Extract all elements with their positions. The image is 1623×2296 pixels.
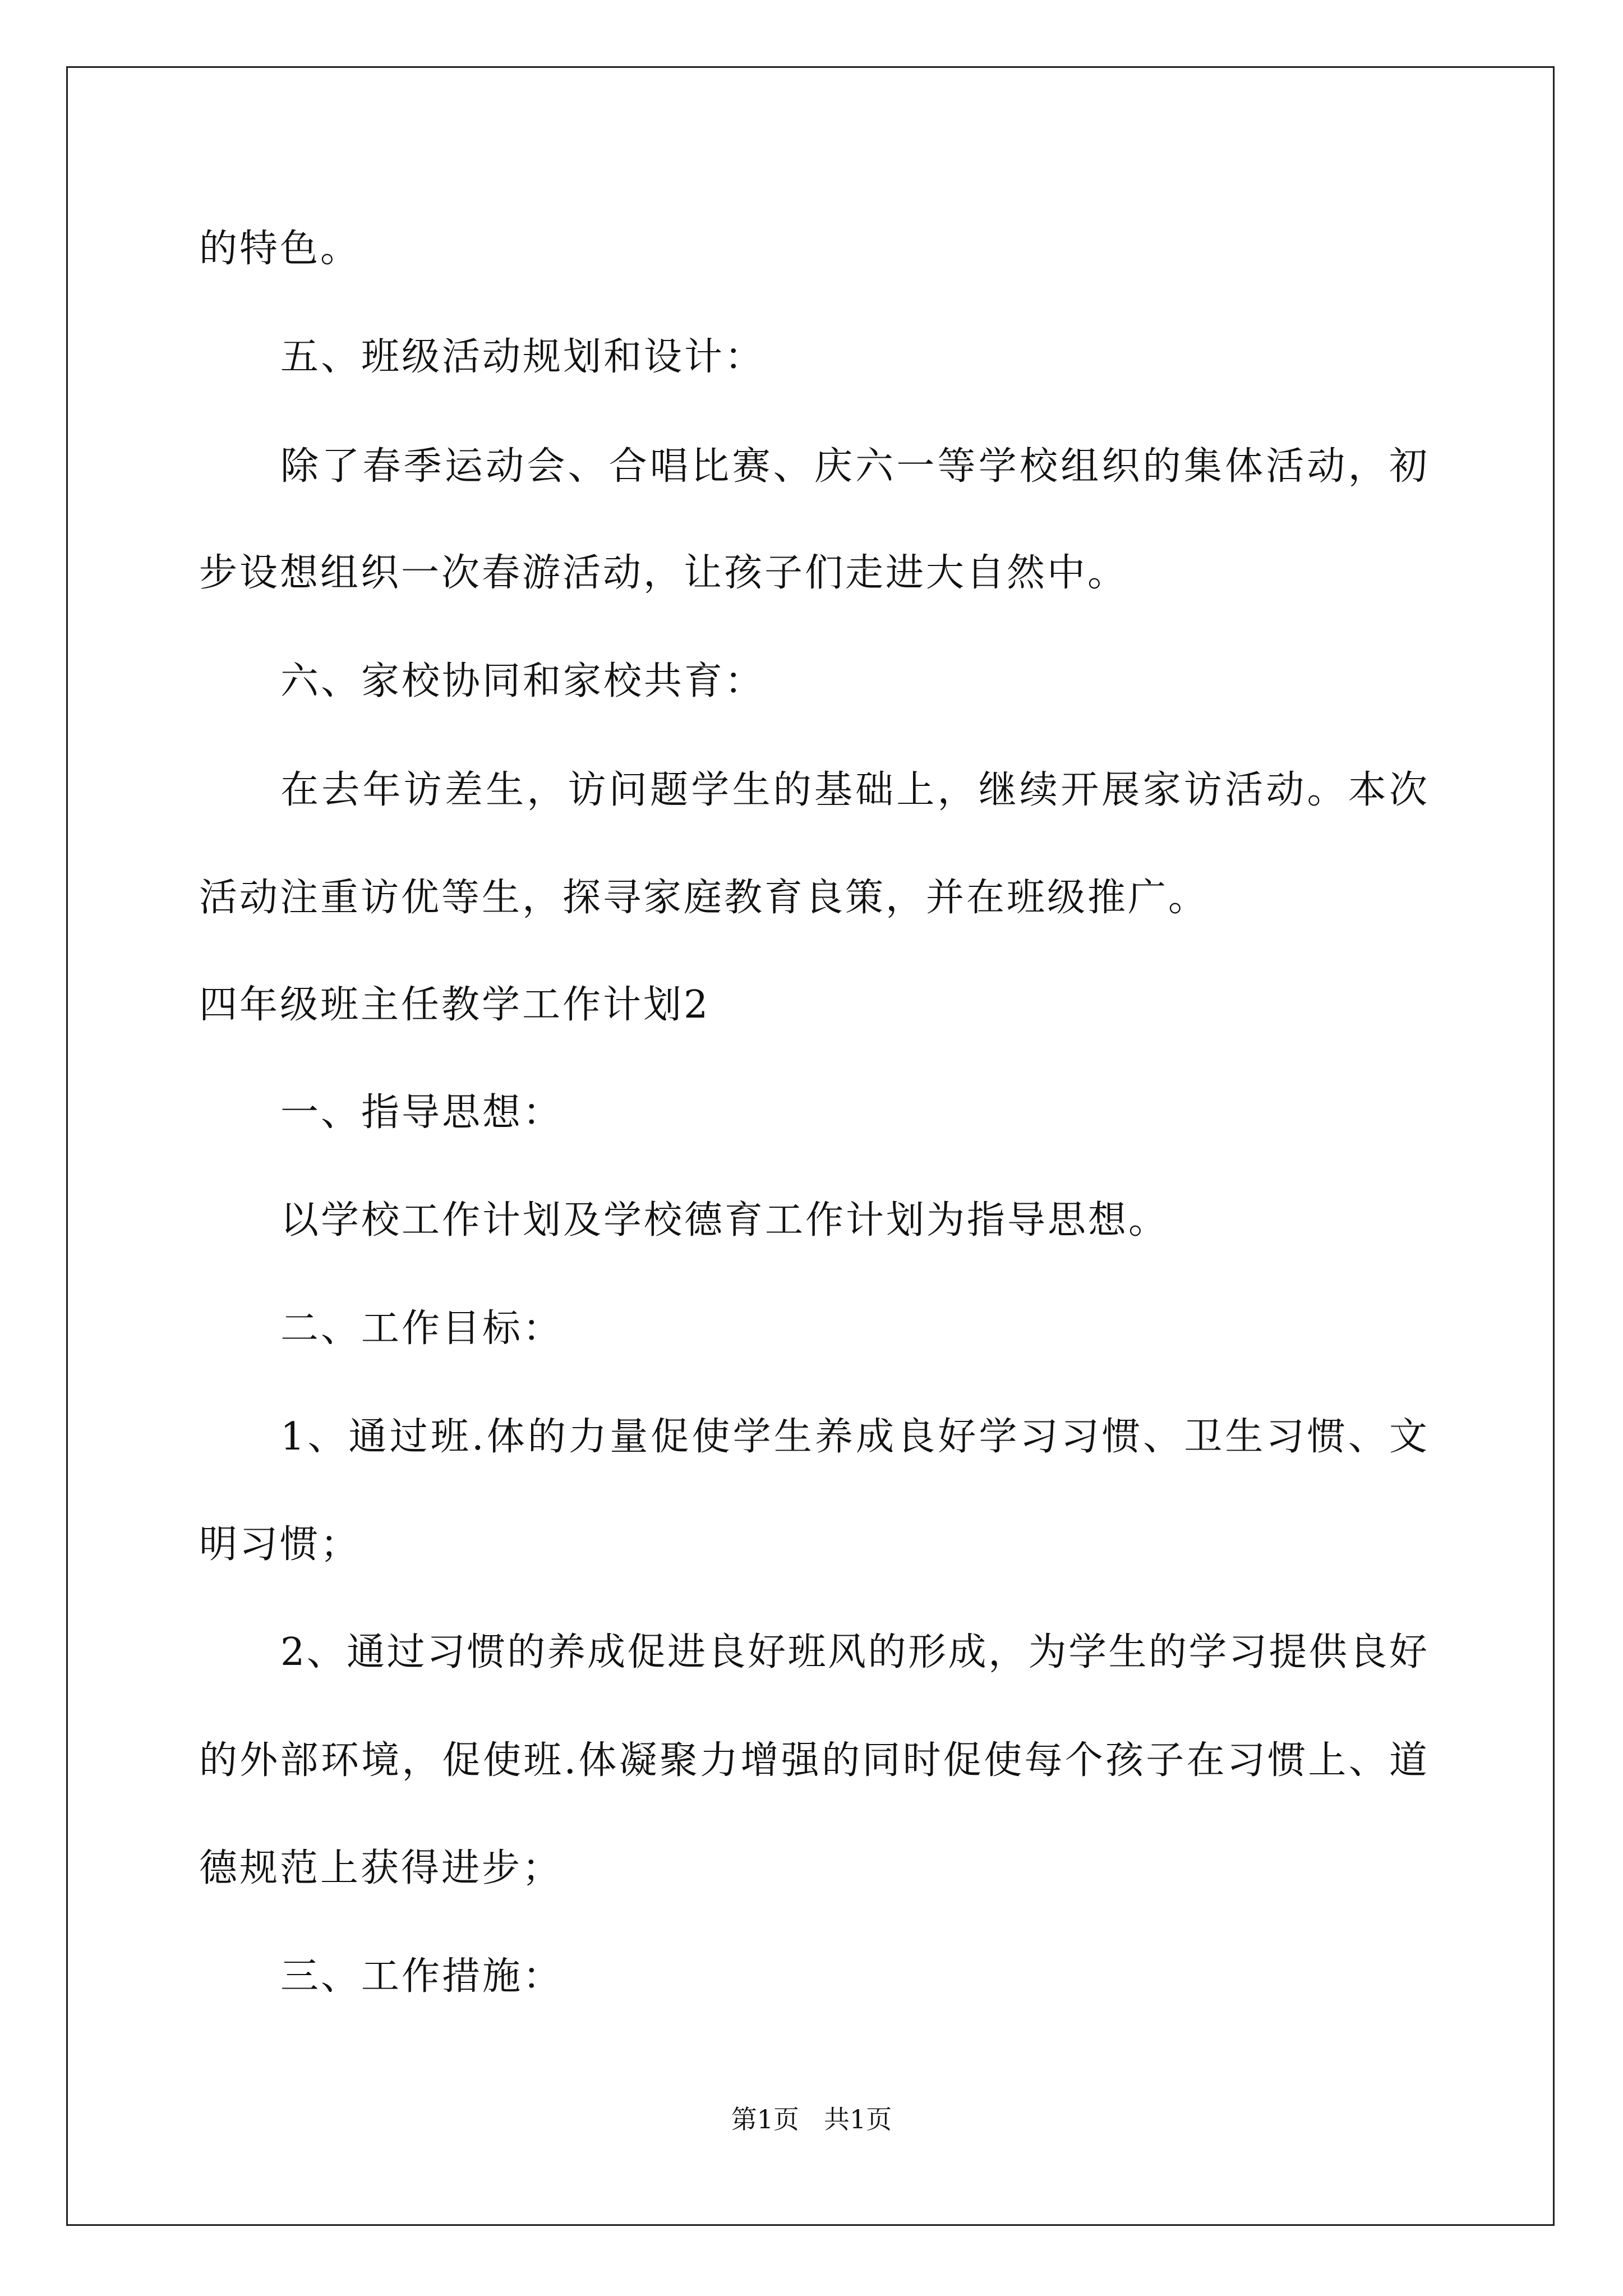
text-line: 的外部环境，促使班.体凝聚力增强的同时促使每个孩子在习惯上、道 xyxy=(199,1738,1427,1783)
text-line: 除了春季运动会、合唱比赛、庆六一等学校组织的集体活动，初 xyxy=(280,444,1427,489)
text-line: 活动注重访优等生，探寻家庭教育良策，并在班级推广。 xyxy=(199,876,1209,920)
section-heading: 六、家校协同和家校共育： xyxy=(280,659,766,703)
text-line: 德规范上获得进步； xyxy=(199,1846,563,1890)
text-line: 1、通过班.体的力量促使学生养成良好学习习惯、卫生习惯、文 xyxy=(280,1415,1427,1459)
text-line: 以学校工作计划及学校德育工作计划为指导思想。 xyxy=(280,1198,1169,1243)
section-heading: 五、班级活动规划和设计： xyxy=(280,335,766,379)
text-line: 在去年访差生，访问题学生的基础上，继续开展家访活动。本次 xyxy=(280,768,1427,812)
page-border xyxy=(66,66,1555,2226)
document-title: 四年级班主任教学工作计划2 xyxy=(199,983,711,1027)
text-line: 步设想组织一次春游活动，让孩子们走进大自然中。 xyxy=(199,551,1128,595)
text-line: 明习惯； xyxy=(199,1522,361,1567)
text-line: 的特色。 xyxy=(199,227,361,271)
page-total: 共1页 xyxy=(823,2104,892,2134)
section-heading: 二、工作目标： xyxy=(280,1306,564,1351)
page-footer xyxy=(0,2102,1623,2136)
text-line: 2、通过习惯的养成促进良好班风的形成，为学生的学习提供良好 xyxy=(280,1630,1427,1674)
section-heading: 一、指导思想： xyxy=(280,1091,564,1135)
page-number: 第1页 xyxy=(731,2104,800,2134)
section-heading: 三、工作措施： xyxy=(280,1954,564,1999)
